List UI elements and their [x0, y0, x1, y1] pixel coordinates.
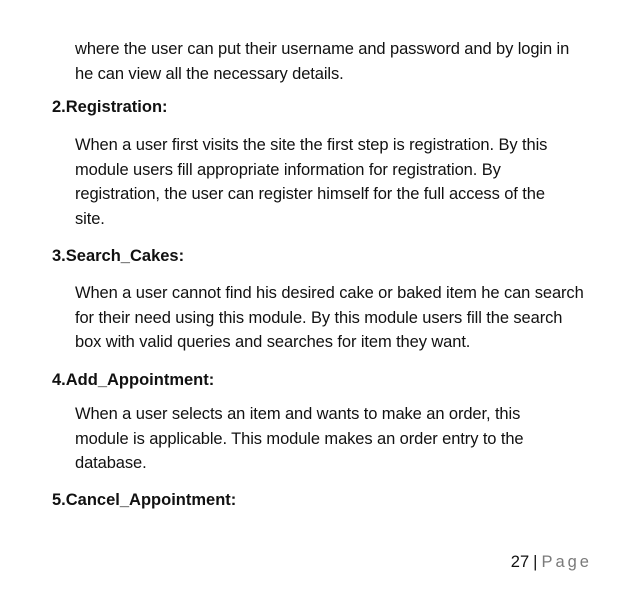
page-label: Page [541, 553, 592, 571]
registration-line-1: When a user first visits the site the first step is registration. By this [75, 136, 548, 154]
search-cakes-line-1: When a user cannot find his desired cake or baked item he can search [75, 284, 584, 302]
section-heading-search-cakes: 3.Search_Cakes: [52, 247, 185, 265]
registration-line-4: site. [75, 209, 105, 228]
footer-separator: | [533, 553, 538, 571]
page-number: 27 [510, 553, 530, 571]
intro-paragraph [75, 37, 615, 86]
add-appointment-line-3: database. [75, 454, 147, 472]
section-heading-registration: 2.Registration: [52, 98, 168, 116]
search-cakes-paragraph [75, 281, 615, 355]
registration-line-2: module users fill appropriate information for registration. By [75, 160, 501, 179]
search-cakes-line-2: for their need using this module. By this module users fill the search [75, 308, 563, 327]
add-appointment-line-2: module is applicable. This module makes an order entry to the [75, 429, 524, 448]
add-appointment-paragraph [75, 402, 615, 476]
add-appointment-line-1: When a user selects an item and wants to make an order, this [75, 405, 521, 423]
intro-line-2: he can view all the necessary details. [75, 64, 344, 83]
search-cakes-line-3: box with valid queries and searches for item they want. [75, 333, 471, 351]
registration-line-3: registration, the user can register himself for the full access of the [75, 185, 545, 203]
section-heading-add-appointment: 4.Add_Appointment: [52, 371, 215, 389]
intro-line-1: where the user can put their username and password and by login in [75, 40, 570, 58]
section-heading-cancel-appointment: 5.Cancel_Appointment: [52, 491, 237, 509]
page-footer [511, 550, 592, 574]
registration-paragraph [75, 133, 615, 231]
